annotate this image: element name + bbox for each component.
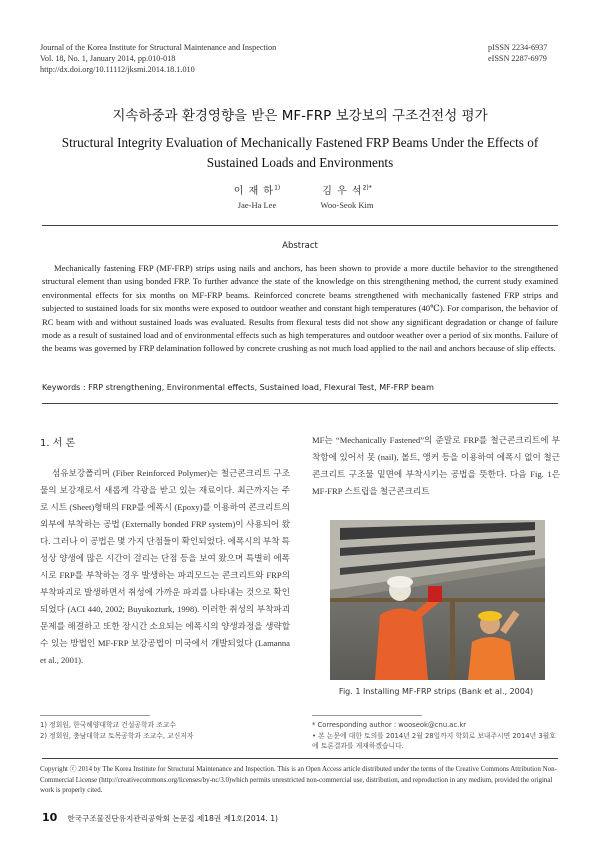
- figure-caption: Fig. 1 Installing MF-FRP strips (Bank et al., 2004): [338, 687, 534, 696]
- section-heading: 1. 서 론: [40, 438, 76, 449]
- rule-bottom: [42, 403, 558, 404]
- issn-block: [488, 42, 558, 64]
- figure-photo: [330, 520, 545, 680]
- footnote-rule-left: [40, 715, 150, 716]
- author-2-name-en: Woo-Seok Kim: [320, 200, 374, 210]
- page-number: 10: [42, 811, 58, 824]
- footer-journal: 한국구조물진단유지관리공학회 논문집 제18권 제1호(2014. 1): [67, 814, 279, 823]
- author-1-name-en: Jae-Ha Lee: [237, 200, 277, 210]
- footnote-1: 1) 정회원, 한국해양대학교 건설공학과 조교수: [40, 721, 176, 729]
- abstract-heading: Abstract: [282, 241, 318, 251]
- journal-name: Journal of the Korea Institute for Structural Maintenance and Inspection: [40, 43, 277, 52]
- intro-paragraph-left: 섬유보강폴리머 (Fiber Reinforced Polymer)는 철근콘크리트 구조물의 보강재로서 새롭게 각광을 받고 있는 재료이다. 최근까지는 주로 시트 (Sheet)형태의 FRP를 에폭시 (Epoxy)를 이용하여 콘크리트의 외부에 부착하는 공법 (Externally bonded FRP system)이 사용되어 왔다. 그러나 이 공법은 몇 가지 단점들이 확인되었다. 에폭시의 부착 특성상 양생에 많은 시간이 걸리는 단점 등을 보여 왔으며 특별히 에폭시로 FRP를 부착하는 경우 발생하는 파괴모드는 콘크리트와 FRP의 부착파괴로 발생하면서 취성에 가까운 파괴를 나타내는 것으로 확인되었다 (ACI 440, 2002; Buyukozturk, 1998). 이러한 취성의 부착파괴문제를 해결하고 또한 장시간 소요되는 에폭시의 양생과정을 생략할 수 있는 방법인 MF-FRP 보강공법이 미국에서 개발되었다 (Lamanna et al., 2001).: [40, 468, 290, 665]
- author-1-affil-mark: 1): [274, 184, 281, 192]
- journal-header: [40, 42, 370, 75]
- footnote-2: 2) 정회원, 충남대학교 토목공학과 조교수, 교신저자: [40, 731, 194, 740]
- keywords: Keywords : FRP strengthening, Environmental effects, Sustained load, Flexural Test, MF-FRP beam: [42, 383, 434, 392]
- author-2-affil-mark: 2)*: [362, 184, 372, 192]
- title-korean: 지속하중과 환경영향을 받은 MF-FRP 보강보의 구조건전성 평가: [112, 108, 488, 124]
- eissn: eISSN 2287-6979: [488, 54, 547, 63]
- author-2-name-ko: 김 우 석: [322, 186, 363, 197]
- pissn: pISSN 2234-6937: [488, 43, 548, 52]
- rule-copyright: [42, 758, 558, 759]
- journal-volume: Vol. 18, No. 1, January 2014, pp.010-018: [40, 54, 176, 63]
- journal-doi: http://dx.doi.org/10.11112/jksmi.2014.18.1.010: [40, 65, 195, 74]
- footnote-discussion: • 본 논문에 대한 토의를 2014년 2월 28일까지 학회로 보내주시면 2014년 3월호에 토론결과를 게재하겠습니다.: [312, 731, 556, 750]
- copyright-notice: Copyright ⓒ 2014 by The Korea Institute for Structural Maintenance and Inspection. This is an Open Access article distributed under the terms of the Creative Commons Attribution Non-Commercial License (http://creativecommons.org/licenses/by-nc/3.0)which permits unrestricted non-commercial use, distribution, and reproduction in any medium, provided the original work is properly cited.: [40, 766, 557, 794]
- rule-top: [42, 225, 558, 226]
- page-footer: [42, 811, 278, 824]
- author-2: [277, 182, 417, 210]
- installation-photo-illustration: [330, 520, 545, 680]
- author-1-name-ko: 이 재 하: [233, 186, 275, 197]
- title-english: Structural Integrity Evaluation of Mechanically Fastened FRP Beams Under the Effects of Sustained Loads and Environments: [61, 135, 539, 170]
- abstract-text: Mechanically fastening FRP (MF-FRP) strips using nails and anchors, has been shown to provide a more ductile behavior to the strengthened structural element than using bonded FRP. To further advance the state of the knowledge on this strengthening method, the current study examined environmental effects for six months on MF-FRP beams. Reinforced concrete beams strengthened with mechanically fastened FRP strips and subjected to sustained loads for six months were exposed to outdoor weather and constant high temperatures (40℃). For comparison, the behavior of RC beam with and without sustained loads was evaluated. Results from flexural tests did not show any significant degradation or change of failure mode as a result of sustained load and of environmental effects such as high temperatures and outdoor weather over a period of six months. Failure of the beams was governed by FRP delamination followed by concrete crushing as not much load applied to the nail and anchors because of slip effects.: [42, 263, 558, 354]
- footnote-corresponding: * Corresponding author : wooseok@cnu.ac.kr: [312, 721, 467, 729]
- footnotes-left: [40, 715, 290, 741]
- footnote-rule-right: [312, 715, 422, 716]
- footnotes-right: [312, 715, 562, 752]
- intro-paragraph-right: MF는 “Mechanically Fastened”의 준말로 FRP를 철근콘크리트에 부착함에 있어서 못 (nail), 볼트, 앵커 등을 이용하여 에폭시 없이 철근콘크리트 구조물 밑면에 부착시키는 공법을 뜻한다. 다음 Fig. 1은 MF-FRP 스트립을 철근콘크리트: [312, 435, 560, 496]
